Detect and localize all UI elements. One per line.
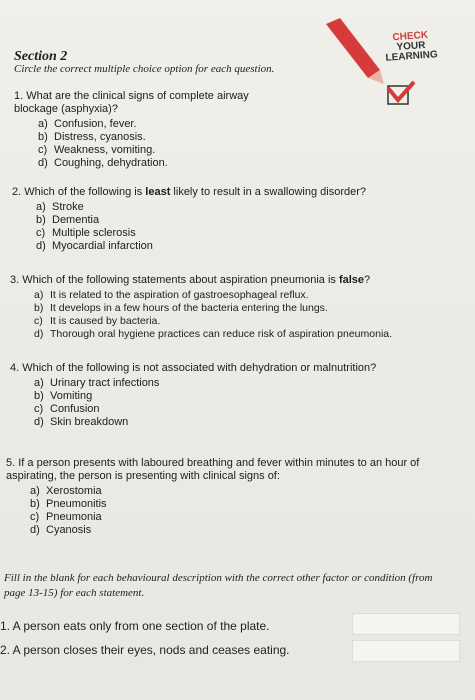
option-list [10,377,450,429]
question-stem: 3. Which of the following statements about aspiration pneumonia is false? [10,274,371,286]
option-c[interactable]: c) Confusion [34,403,100,415]
question-stem: 5. If a person presents with laboured breathing and fever within minutes to an hour of aspirating, the person is presenting with clinical signs of: [6,457,420,482]
fill-blank-statement-2: 2. A person closes their eyes, nods and ceases eating. [0,643,290,657]
option-d[interactable]: d) Skin breakdown [34,416,129,428]
question-stem: 2. Which of the following is least likely to result in a swallowing disorder? [12,186,367,198]
option-b[interactable]: b) Distress, cyanosis. [38,131,146,143]
option-d[interactable]: d) Myocardial infarction [36,240,153,252]
fill-blank-statement-1: 1. A person eats only from one section of the plate. [0,619,270,633]
badge-line-1: CHECK [392,29,429,44]
option-a[interactable]: a) Confusion, fever. [38,118,137,130]
checkbox-tick-icon [388,82,414,104]
option-c[interactable]: c) Pneumonia [30,511,102,523]
question-stem: 1. What are the clinical signs of complete airway blockage (asphyxia)? [14,90,249,115]
badge-line-3: LEARNING [385,49,439,64]
section-instruction: Circle the correct multiple choice option for each question. [14,63,275,75]
option-c[interactable]: c) Weakness, vomiting. [38,144,156,156]
badge-caption [380,30,442,64]
section-title: Section 2 [14,49,68,64]
option-c[interactable]: c) It is caused by bacteria. [34,315,161,327]
option-c[interactable]: c) Multiple sclerosis [36,227,136,239]
question-4 [10,362,450,429]
option-list [14,118,284,170]
option-b[interactable]: b) Vomiting [34,390,93,402]
option-d[interactable]: d) Cyanosis [30,524,92,536]
badge-line-2: YOUR [396,40,426,53]
option-list [6,485,442,537]
option-a[interactable]: a) Urinary tract infections [34,377,160,389]
option-b[interactable]: b) Pneumonitis [30,498,107,510]
option-a[interactable]: a) Xerostomia [30,485,102,497]
option-b[interactable]: b) Dementia [36,214,100,226]
question-1 [14,90,284,170]
option-d[interactable]: d) Coughing, dehydration. [38,157,168,169]
option-list [12,201,432,253]
fill-blank-answer-box-1[interactable] [352,613,460,635]
fill-blank-answer-box-2[interactable] [352,640,460,662]
pencil-icon [326,18,384,84]
option-d[interactable]: d) Thorough oral hygiene practices can reduce risk of aspiration pneumonia. [34,328,393,340]
question-2 [12,186,432,253]
question-5 [6,457,442,537]
option-b[interactable]: b) It develops in a few hours of the bacteria entering the lungs. [34,302,328,314]
option-a[interactable]: a) It is related to the aspiration of gastroesophageal reflux. [34,289,309,301]
question-stem: 4. Which of the following is not associated with dehydration or malnutrition? [10,362,377,374]
question-3 [10,274,468,341]
option-a[interactable]: a) Stroke [36,201,84,213]
option-list [10,289,468,341]
fill-blank-instruction: Fill in the blank for each behavioural description with the correct other factor or condition (from page 13-15) for each statement. [4,572,433,599]
